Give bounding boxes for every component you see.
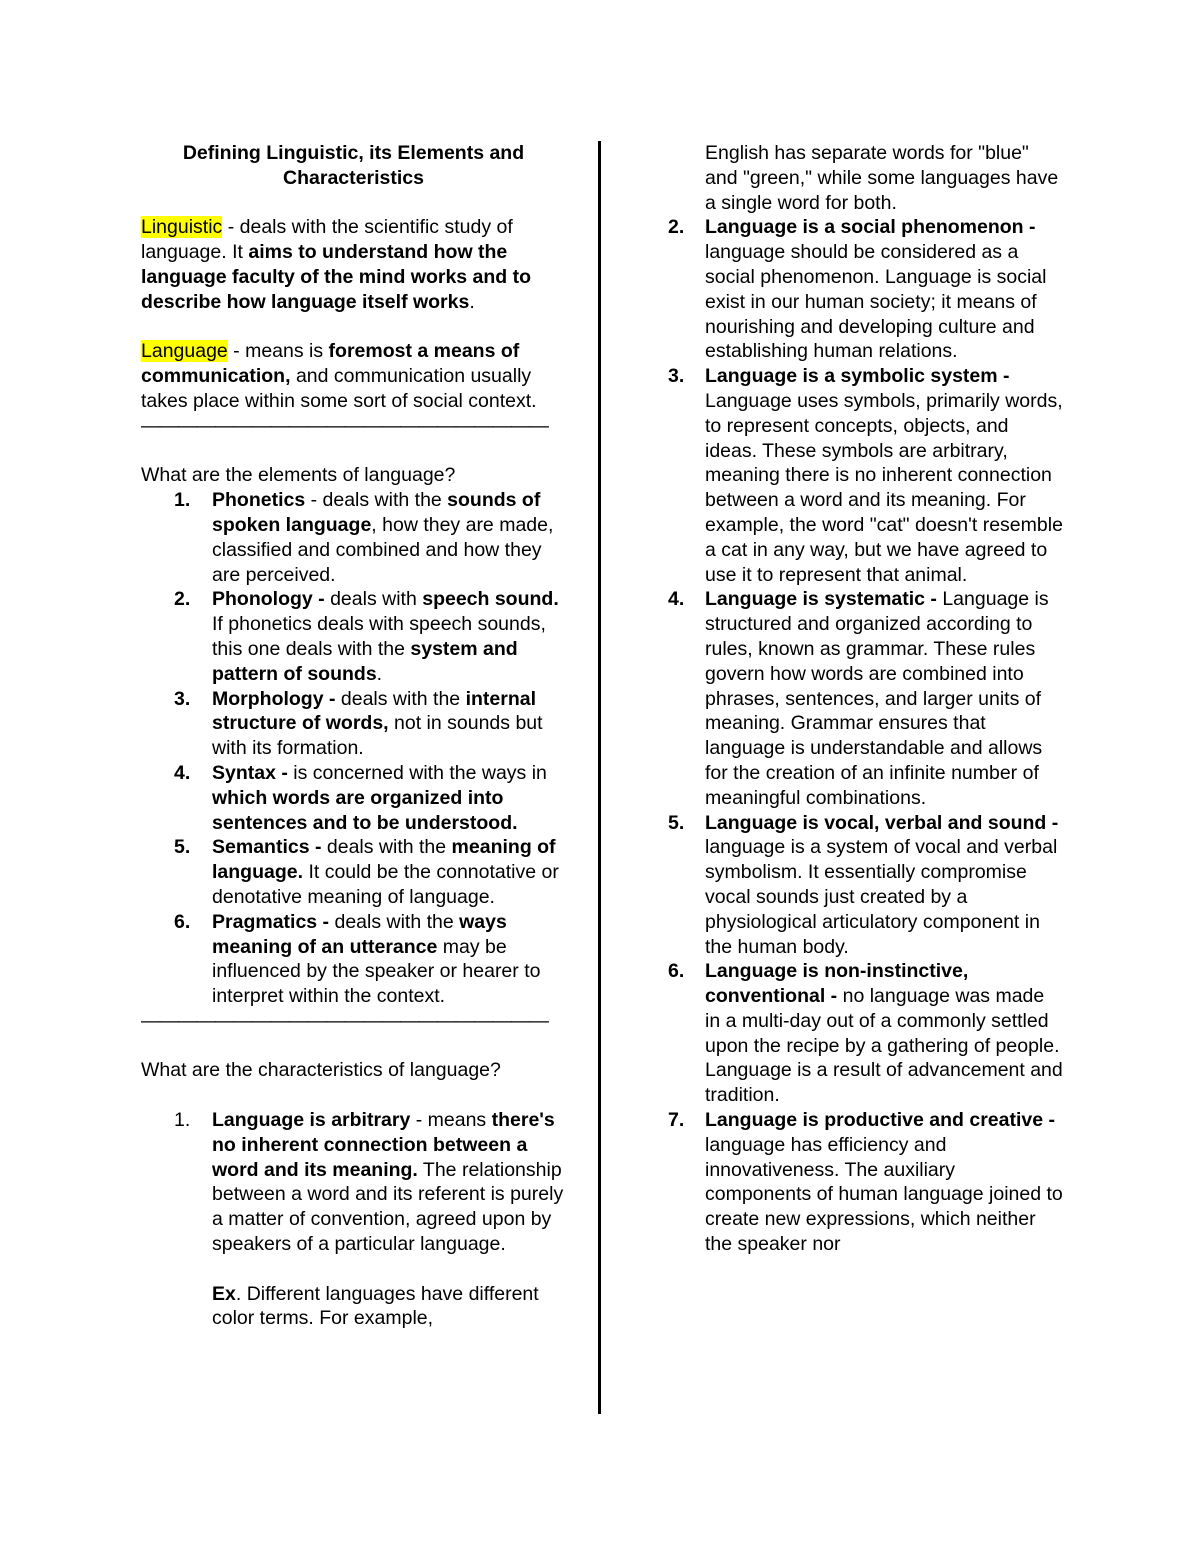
characteristics-question: What are the characteristics of language? xyxy=(141,1059,501,1082)
section-divider: —————————————————————— xyxy=(141,414,548,437)
document-title: Defining Linguistic, its Elements and Characteristics xyxy=(182,142,525,189)
list-item: 4. Syntax - is concerned with the ways in which words are organized into sentences and to be understood. xyxy=(174,761,547,834)
list-item: 5. Language is vocal, verbal and sound - language is a system of vocal and verbal symbolism. It essentially compromise vocal sounds just created by a physiological articulatory component in the human body. xyxy=(668,811,1059,958)
elements-question: What are the elements of language? xyxy=(141,464,456,487)
list-item: 4. Language is systematic - Language is structured and organized according to rules, known as grammar. These rules govern how words are combined into phrases, sentences, and larger units of meaning. Grammar ensures that language is understandable and allows for the creation of an infinite number of meaningful combinations. xyxy=(668,588,1049,809)
list-item: 2. Phonology - deals with speech sound. If phonetics deals with speech sounds, this one deals with the system and pattern of sounds. xyxy=(174,588,559,685)
example-label: Ex xyxy=(212,1282,236,1305)
list-item: 2. Language is a social phenomenon - language should be considered as a social phenomenon. Language is social exist in our human society; it means of nourishing and developing culture and establishing human relations. xyxy=(668,216,1047,363)
list-item: 3. Morphology - deals with the internal structure of words, not in sounds but with its formation. xyxy=(174,687,543,760)
column-divider-line xyxy=(598,141,601,1414)
list-item: 1. Phonetics - deals with the sounds of spoken language, how they are made, classified and combined and how they are perceived. xyxy=(174,489,554,586)
language-definition: Language - means is foremost a means of communication, and communication usually takes place within some sort of social context. xyxy=(141,340,537,412)
highlighted-term-linguistic: Linguistic xyxy=(141,216,223,239)
right-column xyxy=(668,141,1063,1257)
list-item: 5. Semantics - deals with the meaning of language. It could be the connotative or denotative meaning of language. xyxy=(174,836,559,908)
list-item: 1. Language is arbitrary - means there's no inherent connection between a word and its meaning. The relationship between a word and its referent is purely a matter of convention, agreed upon by speakers of a particular language. Ex. Different languages have different color terms. For example, xyxy=(174,1109,564,1330)
characteristics-list-part1 xyxy=(141,1108,566,1331)
linguistic-definition: Linguistic - deals with the scientific study of language. It aims to understand how the language faculty of the mind works and to describe how language itself works. xyxy=(141,216,532,313)
left-column xyxy=(141,141,566,1331)
elements-list xyxy=(141,488,566,1009)
list-item: 6. Pragmatics - deals with the ways meaning of an utterance may be influenced by the speaker or hearer to interpret within the context. xyxy=(174,910,541,1008)
list-item: 7. Language is productive and creative - language has efficiency and innovativeness. The auxiliary components of human language joined to create new expressions, which neither the speaker nor xyxy=(668,1109,1063,1256)
characteristics-list-part2 xyxy=(668,141,1063,1257)
list-item: 3. Language is a symbolic system - Language uses symbols, primarily words, to represent concepts, objects, and ideas. These symbols are arbitrary, meaning there is no inherent connection between a word and its meaning. For example, the word "cat" doesn't resemble a cat in any way, but we have agreed to use it to represent that animal. xyxy=(668,365,1063,586)
highlighted-term-language: Language xyxy=(141,340,228,363)
list-item: 6. Language is non-instinctive, conventional - no language was made in a multi-day out of a commonly settled upon the recipe by a gathering of people. Language is a result of advancement and tradition. xyxy=(668,960,1063,1107)
list-item-continued: English has separate words for "blue" and "green," while some languages have a single word for both. xyxy=(705,142,1059,214)
section-divider: —————————————————————— xyxy=(141,1009,548,1032)
